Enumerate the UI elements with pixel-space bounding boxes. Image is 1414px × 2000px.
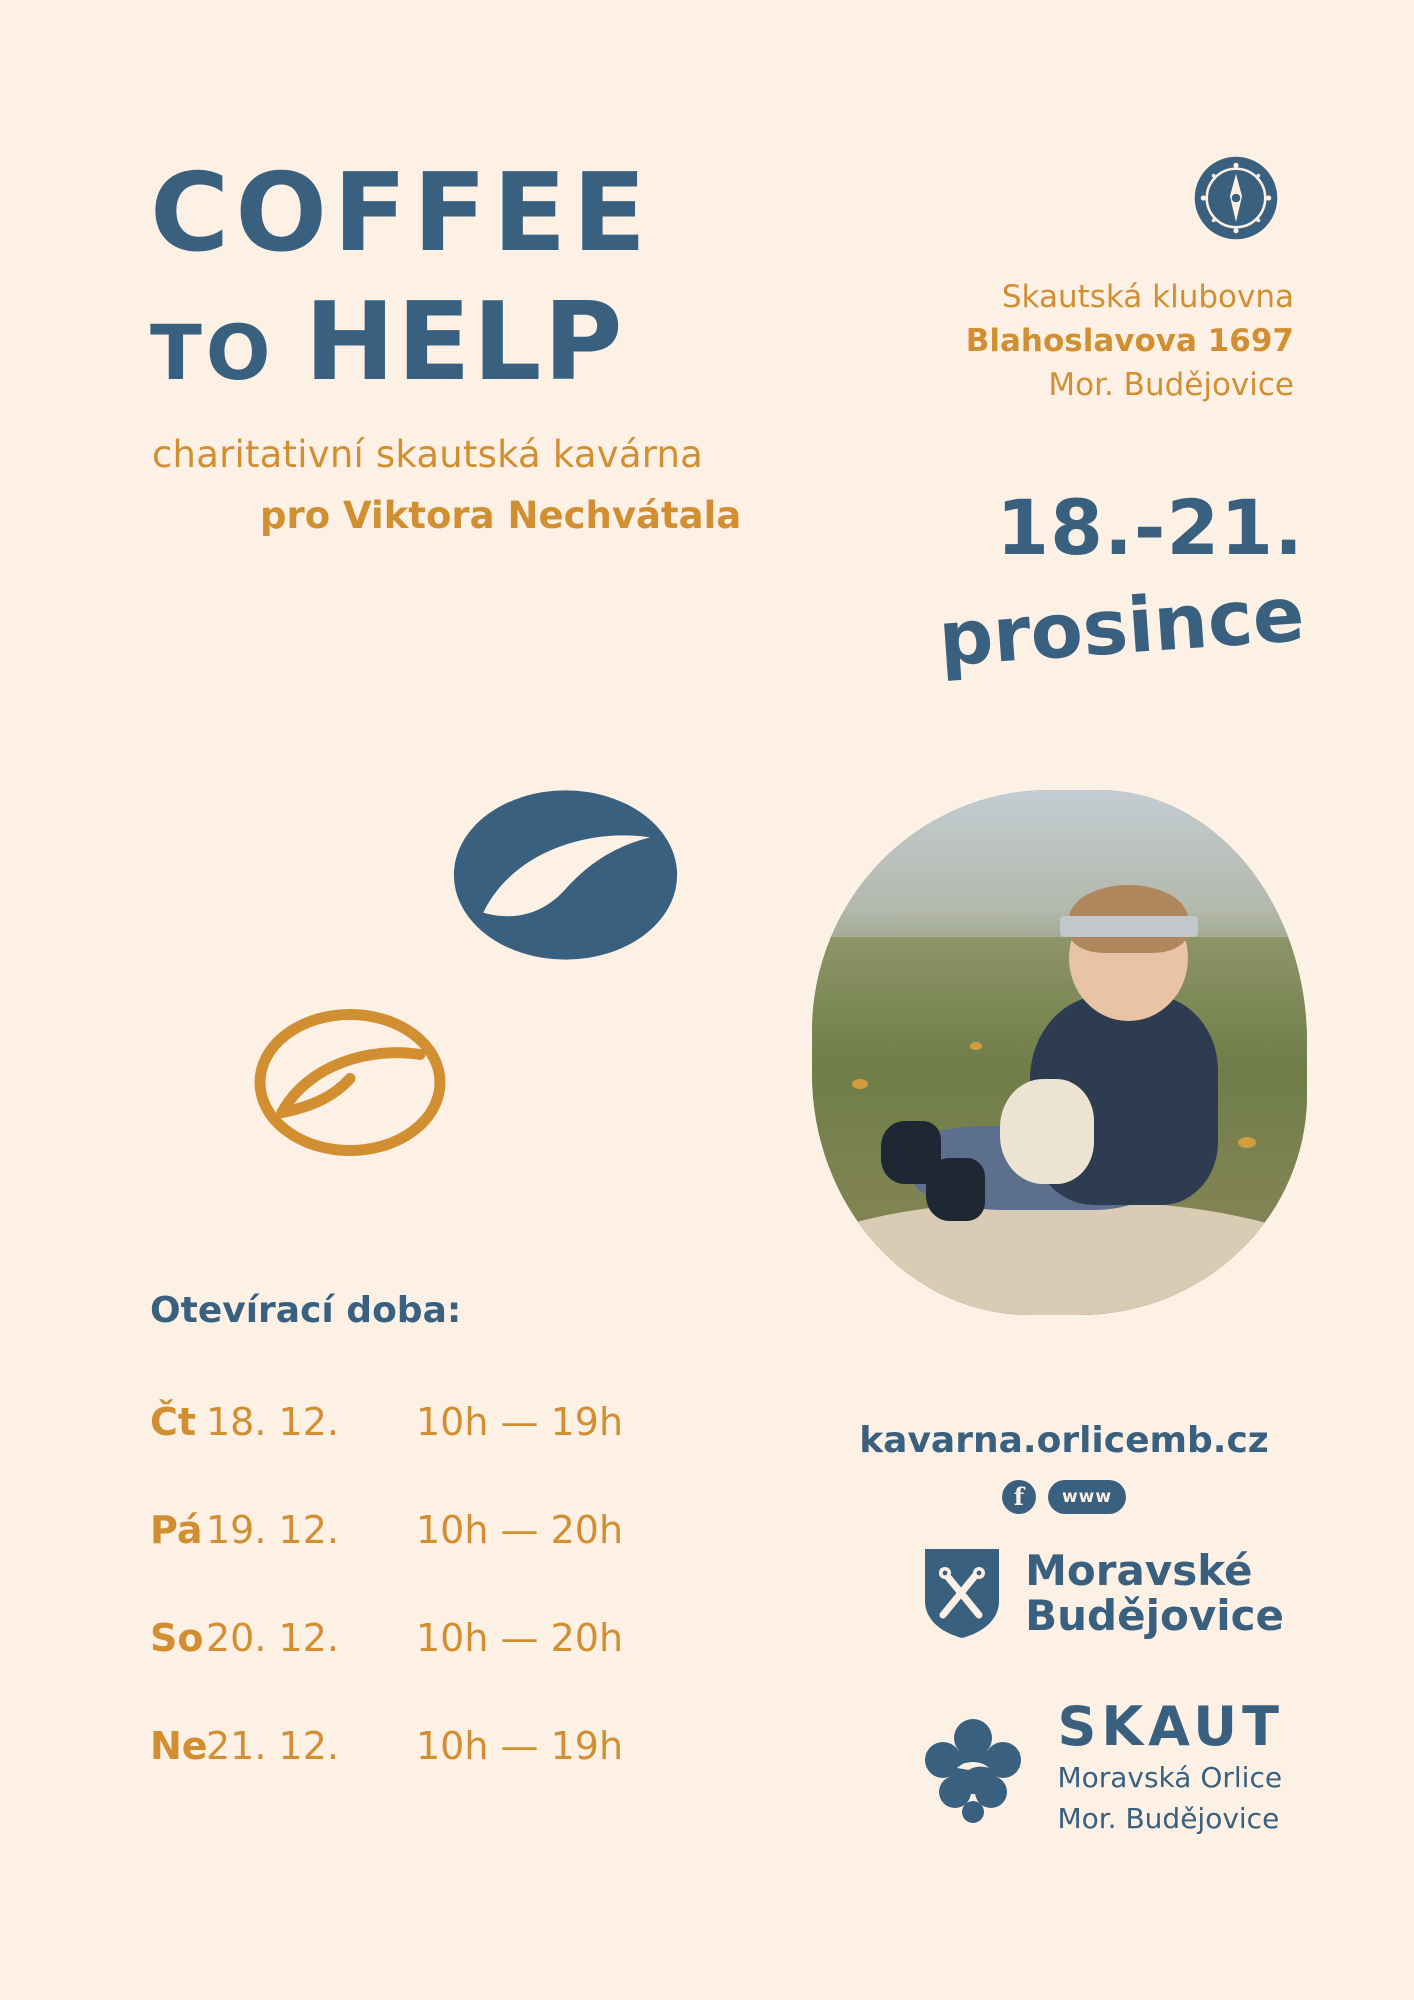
skaut-logo [913,1695,1284,1836]
poster-subtitle: charitativní skautská kavárna [152,433,703,477]
city-shield-icon [921,1545,1003,1641]
venue-line-2: Blahoslavova 1697 [965,323,1294,360]
city-logo-text [1025,1545,1284,1640]
city-logo-line2: Budějovice [1025,1591,1284,1640]
skaut-logo-text [1057,1695,1284,1836]
photo-blanket [812,1200,1307,1316]
hours-row [150,1400,690,1444]
poster-title-to: TO [150,308,275,397]
venue-block [894,275,1294,407]
facebook-icon[interactable]: f [1002,1480,1036,1514]
title-block [150,151,830,538]
hours-day: So [150,1616,204,1660]
skaut-logo-line1: Moravská Orlice [1057,1761,1283,1794]
poster-title-line2 [150,280,830,405]
poster-subtitle-beneficiary: pro Viktora Nechvátala [260,494,742,538]
scout-lily-icon [913,1708,1033,1828]
hours-date: 19. 12. [206,1508,339,1552]
hours-day: Pá [150,1508,203,1552]
child-photo [812,790,1307,1315]
poster-title-line1: COFFEE [150,151,653,276]
coffee-bean-filled-icon [448,780,683,970]
hours-day: Ne [150,1724,208,1768]
photo-child-shoe [926,1158,985,1221]
photo-leaf [852,1079,868,1089]
poster-title-help: HELP [304,280,625,405]
hours-time: 10h — 20h [416,1508,624,1552]
photo-leaf [1238,1137,1256,1148]
date-month: prosince [935,569,1308,684]
hours-row [150,1508,690,1552]
hours-time: 10h — 20h [416,1616,624,1660]
hours-date: 21. 12. [206,1724,339,1768]
date-range: 18.-21. [996,483,1304,572]
social-links [824,1480,1304,1514]
city-logo [921,1545,1284,1641]
hours-time: 10h — 19h [416,1400,624,1444]
hours-row [150,1616,690,1660]
hours-day: Čt [150,1400,197,1444]
compass-icon [1193,155,1279,241]
www-icon[interactable]: www [1048,1480,1126,1514]
venue-line-1: Skautská klubovna [1001,279,1294,315]
venue-line-3: Mor. Budějovice [1048,367,1294,404]
city-logo-line1: Moravské [1025,1545,1253,1595]
website-url[interactable]: kavarna.orlicemb.cz [859,1420,1269,1461]
opening-hours-title: Otevírací doba: [150,1290,462,1331]
hours-time: 10h — 19h [416,1724,624,1768]
skaut-logo-name: SKAUT [1057,1695,1284,1758]
opening-hours-list [150,1400,690,1832]
hours-date: 18. 12. [206,1400,339,1444]
photo-child-cloth [1000,1079,1094,1184]
coffee-bean-outline-icon [250,1000,450,1165]
date-block [844,483,1308,684]
hours-row [150,1724,690,1768]
photo-child-headband [1060,916,1199,937]
skaut-logo-line2: Mor. Budějovice [1057,1802,1280,1835]
hours-date: 20. 12. [206,1616,339,1660]
